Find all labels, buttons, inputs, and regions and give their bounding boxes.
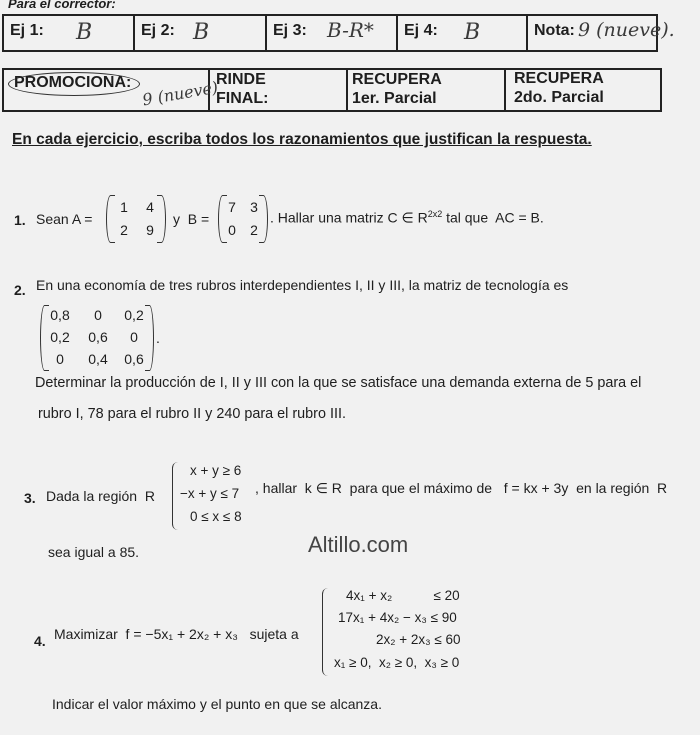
final-label: FINAL: <box>216 90 269 107</box>
ex4-constraint: 2x₂ + 2x₃ ≤ 60 <box>376 632 461 647</box>
ex3-intro: Dada la región R <box>46 488 155 504</box>
matrix-entry: 0,6 <box>124 351 144 367</box>
ex2-line1: Determinar la producción de I, II y III con la que se satisface una demanda externa de 5 para el <box>35 375 642 391</box>
matrix-entry: 1 <box>120 199 128 215</box>
grade-cell-ej2 <box>135 16 267 50</box>
grading-table <box>2 14 675 52</box>
status-recupera-2 <box>506 70 656 110</box>
matrix-entry: 9 <box>146 222 154 238</box>
ex1-number: 1. <box>14 212 26 228</box>
grade-mark: 9 (nueve). <box>578 19 675 41</box>
matrix-entry: 0 <box>228 222 236 238</box>
ex2-text: En una economía de tres rubros interdependientes I, II y III, la matriz de tecnología es <box>36 277 569 293</box>
matrix-entry: 7 <box>228 199 236 215</box>
ex4-intro: Maximizar f = −5x₁ + 2x₂ + x₃ sujeta a <box>54 626 299 642</box>
matrix-entry: 0 <box>94 307 102 323</box>
ex3-ineq: x + y ≥ 6 <box>190 463 242 478</box>
matrix-entry: 4 <box>146 199 154 215</box>
grade-cell-nota <box>528 16 675 50</box>
matrix-b <box>218 195 268 243</box>
status-table <box>2 68 662 112</box>
recupera-label: RECUPERA <box>352 71 442 88</box>
grade-mark: B-R* <box>327 18 374 42</box>
grade-label: Ej 4: <box>404 22 438 39</box>
matrix-entry: 2 <box>120 222 128 238</box>
ex1-and: y B = <box>173 211 210 227</box>
grade-label: Nota: <box>534 22 575 39</box>
ex1-text-a: . Hallar una matriz C ∈ R <box>270 209 428 226</box>
ex4-final: Indicar el valor máximo y el punto en que se alcanza. <box>52 696 382 712</box>
matrix-entry: 0 <box>130 329 138 345</box>
corrector-label: Para el corrector: <box>8 0 116 11</box>
grade-label: Ej 2: <box>141 22 175 39</box>
ex3-text: , hallar k ∈ R para que el máximo de f = kx + 3y en la región R <box>255 480 668 496</box>
matrix-entry: 0,2 <box>50 329 70 345</box>
ex4-constraint: 17x₁ + 4x₂ − x₃ ≤ 90 <box>338 610 457 625</box>
watermark: Altillo.com <box>308 532 409 557</box>
ex1-superscript: 2x2 <box>427 209 443 219</box>
rinde-label: RINDE <box>216 71 266 88</box>
grade-mark: B <box>193 20 210 45</box>
grade-cell-ej1 <box>4 16 135 50</box>
ex1-intro: Sean A = <box>36 211 93 227</box>
ex2-number: 2. <box>14 282 26 298</box>
ex4-number: 4. <box>34 633 46 649</box>
parcial-label: 2do. Parcial <box>514 89 604 106</box>
matrix-entry: 0 <box>56 351 64 367</box>
matrix-entry: 2 <box>250 222 258 238</box>
matrix-entry: 0,8 <box>50 307 70 323</box>
ex2-line2: rubro I, 78 para el rubro II y 240 para el rubro III. <box>38 406 346 422</box>
ex3-ineq: −x + y ≤ 7 <box>180 486 240 501</box>
grade-mark: B <box>464 20 481 45</box>
ex4-constraint: x₁ ≥ 0, x₂ ≥ 0, x₃ ≥ 0 <box>334 655 460 670</box>
ex4-brace <box>322 588 331 676</box>
recupera-label: RECUPERA <box>514 70 604 87</box>
grade-label: Ej 1: <box>10 22 44 39</box>
matrix-entry: 0,2 <box>124 307 144 323</box>
promociona-mark: 9 (nueve) <box>140 77 220 110</box>
ex3-line2: sea igual a 85. <box>48 544 140 560</box>
ex1-text <box>270 209 544 227</box>
parcial-label: 1er. Parcial <box>352 90 437 107</box>
ex3-number: 3. <box>24 490 36 506</box>
matrix-entry: 3 <box>250 199 258 215</box>
matrix-a <box>106 195 166 243</box>
grade-cell-ej4 <box>398 16 528 50</box>
ex1-text-b: tal que AC = B. <box>442 209 544 226</box>
matrix-entry: 0,4 <box>88 351 108 367</box>
status-recupera-1 <box>348 70 506 110</box>
grade-mark: B <box>76 20 93 45</box>
ex2-dot: . <box>156 330 160 346</box>
matrix-entry: 0,6 <box>88 329 108 345</box>
ex4-constraint: 4x₁ + x₂ ≤ 20 <box>346 588 460 603</box>
matrix-tech <box>40 305 154 371</box>
promociona-label: PROMOCIONA: <box>14 74 132 91</box>
ex3-ineq: 0 ≤ x ≤ 8 <box>190 509 242 524</box>
instruction-heading: En cada ejercicio, escriba todos los razonamientos que justifican la respuesta. <box>12 131 592 148</box>
grade-label: Ej 3: <box>273 22 307 39</box>
status-promociona <box>4 70 220 110</box>
status-rinde-final <box>210 70 348 110</box>
grade-cell-ej3 <box>267 16 398 50</box>
